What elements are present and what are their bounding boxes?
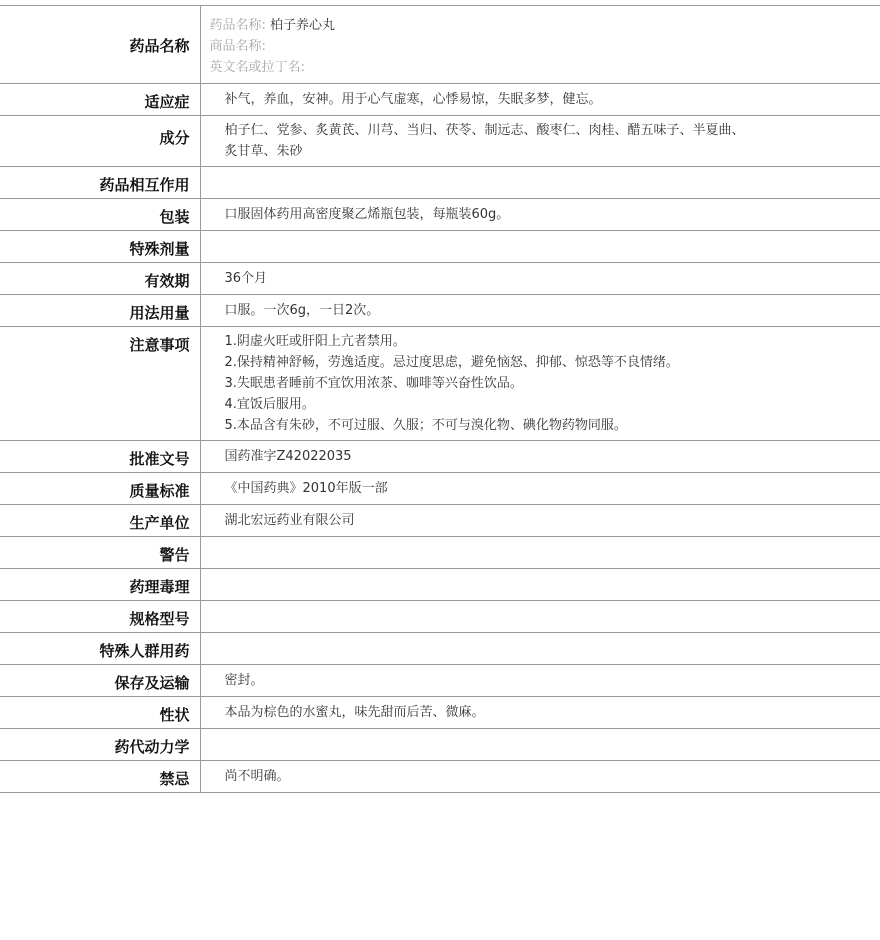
row-label: 适应症 <box>0 84 200 116</box>
table-row <box>0 231 880 263</box>
table-row <box>0 633 880 665</box>
row-label: 药理毒理 <box>0 569 200 601</box>
row-value: 湖北宏远药业有限公司 <box>200 505 880 537</box>
row-value: 本品为棕色的水蜜丸，味先甜而后苦、微麻。 <box>200 697 880 729</box>
text-line: 炙甘草、朱砂 <box>224 144 303 159</box>
row-label: 注意事项 <box>0 327 200 441</box>
drug-info-table <box>0 5 880 793</box>
row-label: 药代动力学 <box>0 729 200 761</box>
row-value: 36个月 <box>200 263 880 295</box>
row-label: 禁忌 <box>0 761 200 793</box>
row-label: 规格型号 <box>0 601 200 633</box>
row-value: 补气，养血，安神。用于心气虚寒，心悸易惊，失眠多梦，健忘。 <box>200 84 880 116</box>
row-label: 批准文号 <box>0 441 200 473</box>
table-row <box>0 6 880 84</box>
row-label: 药品相互作用 <box>0 167 200 199</box>
text-line: 2.保持精神舒畅，劳逸适度。忌过度思虑，避免恼怒、抑郁、惊恐等不良情绪。 <box>224 355 679 370</box>
table-row <box>0 697 880 729</box>
row-value <box>200 633 880 665</box>
generic-name-value: 柏子养心丸 <box>270 18 336 33</box>
text-line: 5.本品含有朱砂，不可过服、久服；不可与溴化物、碘化物药物同服。 <box>224 418 627 433</box>
row-value <box>200 167 880 199</box>
table-row <box>0 441 880 473</box>
generic-name-line <box>210 15 880 36</box>
row-label: 特殊人群用药 <box>0 633 200 665</box>
table-row <box>0 537 880 569</box>
table-row <box>0 665 880 697</box>
table-row <box>0 327 880 441</box>
english-name-label: 英文名或拉丁名: <box>209 60 305 75</box>
row-value: 口服。一次6g，一日2次。 <box>200 295 880 327</box>
row-label: 药品名称 <box>0 6 200 84</box>
table-row <box>0 761 880 793</box>
table-row <box>0 505 880 537</box>
table-row <box>0 116 880 167</box>
precautions-value <box>200 327 880 441</box>
table-row <box>0 199 880 231</box>
row-label: 成分 <box>0 116 200 167</box>
table-row <box>0 569 880 601</box>
row-value <box>200 569 880 601</box>
row-label: 警告 <box>0 537 200 569</box>
row-label: 性状 <box>0 697 200 729</box>
table-row <box>0 263 880 295</box>
row-value: 《中国药典》2010年版一部 <box>200 473 880 505</box>
row-label: 生产单位 <box>0 505 200 537</box>
row-label: 包装 <box>0 199 200 231</box>
text-line: 柏子仁、党参、炙黄芪、川芎、当归、茯苓、制远志、酸枣仁、肉桂、醋五味子、半夏曲、 <box>224 123 745 138</box>
ingredients-value <box>200 116 880 167</box>
row-label: 用法用量 <box>0 295 200 327</box>
text-line: 4.宜饭后服用。 <box>224 397 315 412</box>
table-row <box>0 295 880 327</box>
name-block <box>200 6 880 84</box>
table-row <box>0 84 880 116</box>
row-value <box>200 537 880 569</box>
row-label: 保存及运输 <box>0 665 200 697</box>
row-value: 尚不明确。 <box>200 761 880 793</box>
row-label: 特殊剂量 <box>0 231 200 263</box>
row-label: 有效期 <box>0 263 200 295</box>
row-label: 质量标准 <box>0 473 200 505</box>
row-value <box>200 729 880 761</box>
table-row <box>0 601 880 633</box>
text-line: 3.失眠患者睡前不宜饮用浓茶、咖啡等兴奋性饮品。 <box>224 376 523 391</box>
text-line: 1.阴虚火旺或肝阳上亢者禁用。 <box>224 334 406 349</box>
table-row <box>0 729 880 761</box>
row-value <box>200 601 880 633</box>
row-value: 国药准字Z42022035 <box>200 441 880 473</box>
row-value: 口服固体药用高密度聚乙烯瓶包装，每瓶装60g。 <box>200 199 880 231</box>
generic-name-label: 药品名称: <box>209 18 266 33</box>
trade-name-label: 商品名称: <box>209 39 266 54</box>
table-row <box>0 473 880 505</box>
row-value: 密封。 <box>200 665 880 697</box>
row-value <box>200 231 880 263</box>
table-row <box>0 167 880 199</box>
